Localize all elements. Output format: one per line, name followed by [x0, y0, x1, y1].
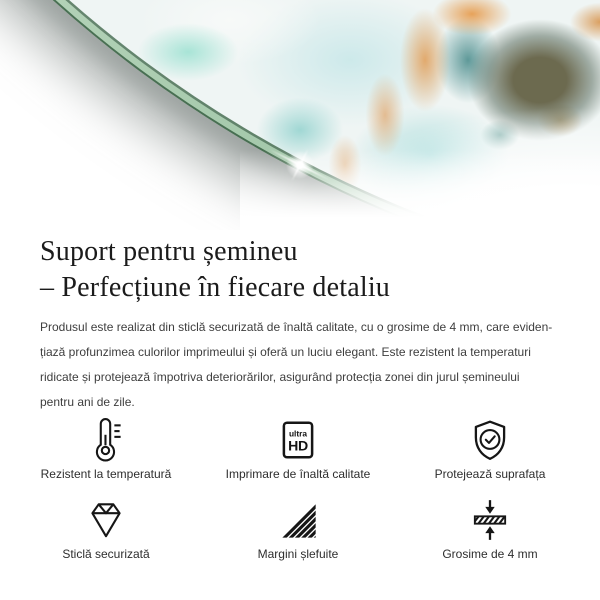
description-line: Produsul este realizat din sticlă securizată de înaltă calitate, cu o grosime de 4 mm, care eviden-	[40, 320, 553, 334]
feature-grid	[0, 417, 600, 561]
description-section	[0, 230, 600, 415]
feature-thickness	[394, 497, 586, 561]
polished-edges-icon	[275, 497, 321, 543]
feature-protects-surface	[394, 417, 586, 481]
feature-label: Protejează suprafața	[434, 467, 546, 481]
product-image	[0, 0, 600, 230]
product-description	[40, 315, 600, 415]
feature-label: Rezistent la temperatură	[40, 467, 172, 481]
hd-text: HD	[288, 437, 308, 454]
feature-label: Margini șlefuite	[257, 547, 339, 561]
ultra-text: ultra	[288, 428, 308, 439]
feature-label: Sticlă securizată	[62, 547, 150, 561]
title-line-2: – Perfecțiune în fiecare detaliu	[40, 272, 391, 303]
ultra-hd-icon	[275, 417, 321, 463]
feature-print-quality	[202, 417, 394, 481]
shield-check-icon	[467, 417, 513, 463]
thermometer-icon	[83, 417, 129, 463]
title-line-1: Suport pentru șemineu	[40, 236, 298, 267]
marble-print-surface	[0, 0, 600, 230]
feature-label: Imprimare de înaltă calitate	[225, 467, 371, 481]
feature-polished-edges	[202, 497, 394, 561]
feature-tempered-glass	[10, 497, 202, 561]
diamond-icon	[83, 497, 129, 543]
description-line: țiază profunzimea culorilor imprimeului și oferă un luciu elegant. Este rezistent la temperaturi	[40, 345, 531, 359]
feature-label: Grosime de 4 mm	[442, 547, 538, 561]
page-title	[40, 234, 600, 306]
thickness-compress-icon	[467, 497, 513, 543]
description-line: ridicate și protejează împotriva deteriorărilor, asigurând protecția zonei din jurul șemineului	[40, 370, 520, 384]
feature-temperature	[10, 417, 202, 481]
description-line: pentru ani de zile.	[40, 395, 135, 409]
